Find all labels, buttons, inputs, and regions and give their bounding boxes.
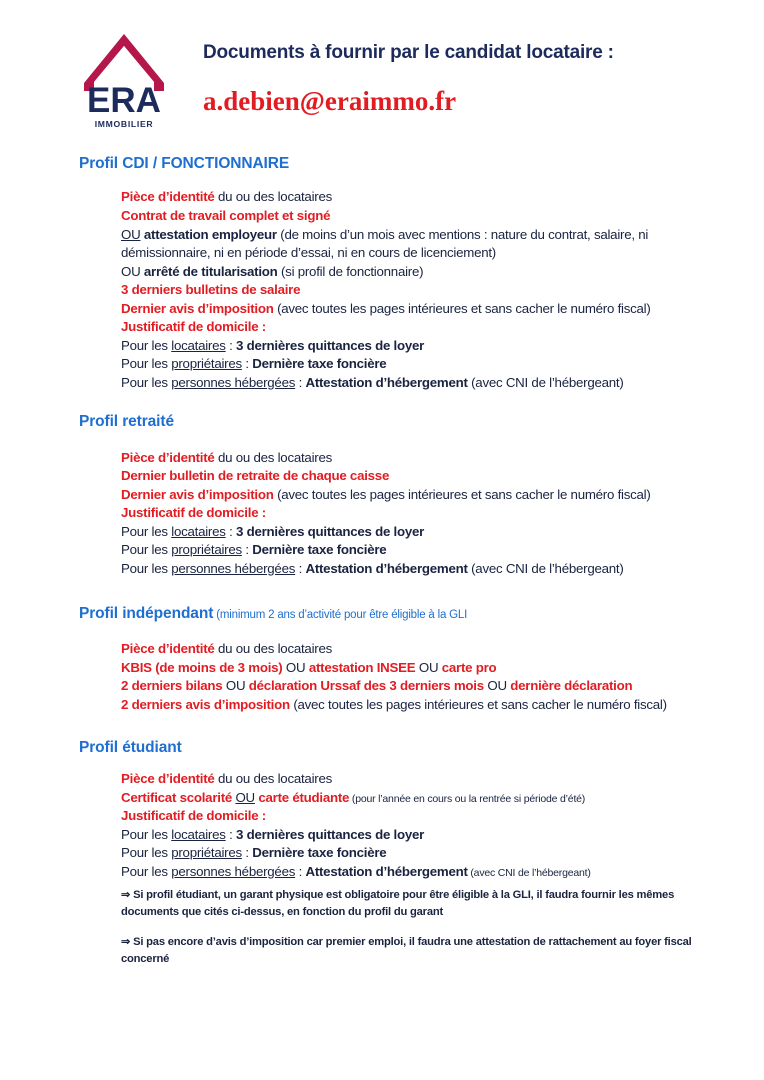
era-logo-icon	[84, 33, 164, 129]
note-impot-line2: concerné	[121, 953, 170, 965]
retraite-line-tax: Dernier avis d’imposition (avec toutes les pages intérieures et sans cacher le numéro fiscal)	[121, 487, 651, 502]
independant-line-bilans: 2 derniers bilans OU déclaration Urssaf des 3 derniers mois OU dernière déclaration	[121, 678, 633, 693]
note-impot-line1: ⇒ Si pas encore d’avis d’imposition car premier emploi, il faudra une attestation de rattachement au foyer fiscal	[121, 936, 692, 948]
retraite-line-owners: Pour les propriétaires : Dernière taxe foncière	[121, 542, 387, 557]
etudiant-line-tenants: Pour les locataires : 3 dernières quittances de loyer	[121, 827, 425, 842]
independant-line-tax: 2 derniers avis d’imposition (avec toutes les pages intérieures et sans cacher le numéro fiscal)	[121, 697, 667, 712]
retraite-line-tenants: Pour les locataires : 3 dernières quittances de loyer	[121, 524, 425, 539]
retraite-line-domicile: Justificatif de domicile :	[121, 505, 266, 520]
cdi-line-identity: Pièce d’identité du ou des locataires	[121, 189, 333, 204]
cdi-line-attestation: OU attestation employeur (de moins d’un mois avec mentions : nature du contrat, salaire, ni	[121, 227, 649, 242]
etudiant-line-hosted: Pour les personnes hébergées : Attestation d’hébergement (avec CNI de l’hébergeant)	[121, 864, 591, 879]
section-title-cdi: Profil CDI / FONCTIONNAIRE	[79, 155, 290, 172]
note-garant-line1: ⇒ Si profil étudiant, un garant physique est obligatoire pour être éligible à la GLI, il faudra fournir les mêmes	[121, 889, 675, 901]
cdi-line-tenants: Pour les locataires : 3 dernières quittances de loyer	[121, 338, 425, 353]
logo-text: ERA	[87, 81, 161, 120]
cdi-line-titularisation: OU arrêté de titularisation (si profil de fonctionnaire)	[121, 264, 424, 279]
section-title-independant: Profil indépendant (minimum 2 ans d’activité pour être éligible à la GLI	[79, 605, 468, 622]
cdi-line-contract: Contrat de travail complet et signé	[121, 208, 331, 223]
cdi-line-payslips: 3 derniers bulletins de salaire	[121, 282, 301, 297]
logo-subtext: IMMOBILIER	[94, 119, 154, 129]
etudiant-line-owners: Pour les propriétaires : Dernière taxe foncière	[121, 845, 387, 860]
contact-email: a.debien@eraimmo.fr	[203, 86, 457, 116]
cdi-line-tax: Dernier avis d’imposition (avec toutes les pages intérieures et sans cacher le numéro fiscal)	[121, 301, 651, 316]
etudiant-line-identity: Pièce d’identité du ou des locataires	[121, 771, 333, 786]
section-title-etudiant: Profil étudiant	[79, 739, 182, 756]
retraite-line-pension: Dernier bulletin de retraite de chaque caisse	[121, 468, 390, 483]
independant-line-identity: Pièce d’identité du ou des locataires	[121, 641, 333, 656]
note-garant-line2: documents que cités ci-dessus, en fonction du profil du garant	[121, 906, 444, 918]
retraite-line-identity: Pièce d’identité du ou des locataires	[121, 450, 333, 465]
era-logo	[84, 33, 164, 129]
independant-line-kbis: KBIS (de moins de 3 mois) OU attestation INSEE OU carte pro	[121, 660, 497, 675]
section-title-retraite: Profil retraité	[79, 413, 174, 430]
retraite-line-hosted: Pour les personnes hébergées : Attestation d’hébergement (avec CNI de l’hébergeant)	[121, 561, 624, 576]
cdi-line-owners: Pour les propriétaires : Dernière taxe foncière	[121, 356, 387, 371]
etudiant-line-domicile: Justificatif de domicile :	[121, 808, 266, 823]
cdi-line-hosted: Pour les personnes hébergées : Attestation d’hébergement (avec CNI de l’hébergeant)	[121, 375, 624, 390]
cdi-line-attestation-cont: démissionnaire, ni en période d’essai, ni en cours de licenciement)	[121, 245, 496, 260]
etudiant-line-certificate: Certificat scolarité OU carte étudiante (pour l’année en cours ou la rentrée si période d’été)	[121, 790, 586, 805]
page-title: Documents à fournir par le candidat locataire :	[203, 42, 614, 63]
cdi-line-domicile: Justificatif de domicile :	[121, 319, 266, 334]
